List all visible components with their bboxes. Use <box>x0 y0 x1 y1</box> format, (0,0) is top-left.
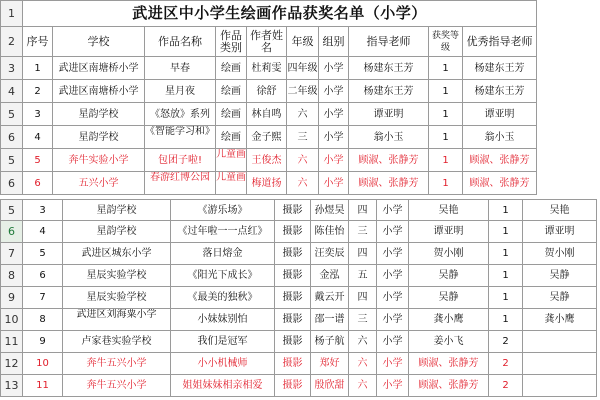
cell[interactable]: 星辰实验学校 <box>63 287 171 309</box>
cell[interactable]: 姐姐妹妹相亲相爱 <box>171 375 275 397</box>
bottom-sheet-fragment <box>0 199 600 400</box>
cell[interactable]: 3 <box>23 103 53 126</box>
cell[interactable]: 徐舒 <box>247 80 287 103</box>
row-header[interactable]: 4 <box>1 80 23 103</box>
row-header[interactable]: 6 <box>1 126 23 149</box>
cell[interactable]: 儿童画 <box>216 172 247 195</box>
row-header[interactable]: 10 <box>1 309 23 331</box>
cell[interactable]: 10 <box>23 353 63 375</box>
cell[interactable]: 8 <box>23 309 63 331</box>
table-row <box>1 331 597 353</box>
title-row <box>1 1 537 27</box>
cell[interactable]: 龚小鹰 <box>409 309 489 331</box>
cell[interactable]: 杨建东王芳 <box>463 57 537 80</box>
cell[interactable]: 1 <box>429 149 463 172</box>
cell[interactable]: 11 <box>23 375 63 397</box>
cell[interactable]: 《怒放》系列 <box>145 103 216 126</box>
cell[interactable] <box>523 375 597 397</box>
header-cell[interactable]: 作品类别 <box>216 27 247 57</box>
cell[interactable]: 四 <box>349 200 377 221</box>
cell[interactable]: 1 <box>429 103 463 126</box>
table-row <box>1 103 537 126</box>
table-row <box>1 221 597 243</box>
row-header[interactable]: 5 <box>1 200 23 221</box>
cell[interactable]: 摄影 <box>275 331 311 353</box>
cell[interactable]: 小学 <box>319 126 349 149</box>
cell[interactable]: 《最美的独秋》 <box>171 287 275 309</box>
cell[interactable]: 小妹妹别怕 <box>171 309 275 331</box>
cell[interactable]: 谭亚明 <box>409 221 489 243</box>
cell[interactable]: 2 <box>489 353 523 375</box>
cell[interactable]: 奔牛五兴小学 <box>63 375 171 397</box>
cell[interactable]: 1 <box>429 80 463 103</box>
cell[interactable]: 奔牛五兴小学 <box>63 353 171 375</box>
cell[interactable]: 吴静 <box>523 265 597 287</box>
row-header[interactable]: 13 <box>1 375 23 397</box>
cell[interactable]: 星韵学校 <box>63 221 171 243</box>
row-header[interactable]: 2 <box>1 27 23 57</box>
row-header[interactable]: 7 <box>1 243 23 265</box>
award-table-top <box>0 0 537 195</box>
cell[interactable]: 小学 <box>319 80 349 103</box>
cell[interactable]: 4 <box>23 126 53 149</box>
cell[interactable]: 顾淑、张静芳 <box>409 375 489 397</box>
cell[interactable]: 翁小玉 <box>463 126 537 149</box>
cell[interactable]: 汪奕辰 <box>311 243 349 265</box>
row-header[interactable]: 9 <box>1 287 23 309</box>
cell[interactable]: 2 <box>489 375 523 397</box>
cell[interactable]: 谭亚明 <box>463 103 537 126</box>
cell[interactable]: 梅道扬 <box>247 172 287 195</box>
header-row <box>1 27 537 57</box>
cell[interactable]: 1 <box>489 265 523 287</box>
cell[interactable]: 小学 <box>319 103 349 126</box>
cell[interactable]: 武进区南塘桥小学 <box>53 80 145 103</box>
cell[interactable]: 六 <box>287 103 319 126</box>
cell[interactable]: 杨建东王芳 <box>349 80 429 103</box>
cell[interactable]: 摄影 <box>275 353 311 375</box>
cell[interactable]: 1 <box>489 287 523 309</box>
sheet-title[interactable]: 武进区中小学生绘画作品获奖名单（小学） <box>23 1 537 27</box>
row-header-selected[interactable]: 6 <box>1 221 23 243</box>
cell[interactable]: 杨建东王芳 <box>349 57 429 80</box>
cell[interactable]: 2 <box>23 80 53 103</box>
table-row <box>1 265 597 287</box>
row-header[interactable]: 8 <box>1 265 23 287</box>
cell[interactable]: 金子熙 <box>247 126 287 149</box>
table-row <box>1 200 597 221</box>
cell[interactable]: 小小机械师 <box>171 353 275 375</box>
cell[interactable]: 六 <box>287 149 319 172</box>
cell[interactable]: 摄影 <box>275 287 311 309</box>
cell[interactable]: 早春 <box>145 57 216 80</box>
cell[interactable]: 我们是冠军 <box>171 331 275 353</box>
cell[interactable]: 陈佳怡 <box>311 221 349 243</box>
cell[interactable]: 星辰实验学校 <box>63 265 171 287</box>
cell[interactable]: 2 <box>489 331 523 353</box>
cell[interactable]: 星月夜 <box>145 80 216 103</box>
cell[interactable]: 谭亚明 <box>523 221 597 243</box>
cell[interactable] <box>523 353 597 375</box>
row-header[interactable]: 12 <box>1 353 23 375</box>
cell[interactable]: 林自鸣 <box>247 103 287 126</box>
cell[interactable]: 落日熔金 <box>171 243 275 265</box>
cell[interactable]: 小学 <box>319 172 349 195</box>
table-row <box>1 309 597 331</box>
award-table-bottom <box>0 199 597 397</box>
cell[interactable]: 六 <box>349 331 377 353</box>
cell[interactable]: 顾淑、张静芳 <box>349 172 429 195</box>
cell[interactable]: 摄影 <box>275 200 311 221</box>
cell[interactable]: 包团子啦! <box>145 149 216 172</box>
cell[interactable]: 小学 <box>377 265 409 287</box>
cell[interactable]: 杨建东王芳 <box>463 80 537 103</box>
cell[interactable]: 绘画 <box>216 57 247 80</box>
cell[interactable]: 1 <box>489 243 523 265</box>
table-row <box>1 375 597 397</box>
table-row <box>1 149 537 172</box>
cell[interactable]: 二年级 <box>287 80 319 103</box>
cell[interactable]: 顾淑、张静芳 <box>463 149 537 172</box>
cell[interactable]: 《智能学习和》 <box>145 126 216 149</box>
cell[interactable]: 春游红博公园 <box>145 172 216 195</box>
table-row <box>1 353 597 375</box>
cell[interactable]: 绘画 <box>216 126 247 149</box>
cell[interactable]: 殷欣甜 <box>311 375 349 397</box>
cell[interactable]: 龚小鹰 <box>523 309 597 331</box>
cell[interactable]: 三 <box>349 309 377 331</box>
cell[interactable]: 姜小飞 <box>409 331 489 353</box>
cell[interactable]: 1 <box>489 200 523 221</box>
cell[interactable]: 孙煜昊 <box>311 200 349 221</box>
cell[interactable]: 6 <box>23 172 53 195</box>
row-header[interactable]: 6 <box>1 172 23 195</box>
cell[interactable]: 摄影 <box>275 265 311 287</box>
cell[interactable]: 杜莉雯 <box>247 57 287 80</box>
cell[interactable]: 贺小刚 <box>409 243 489 265</box>
cell[interactable]: 卢家巷实验学校 <box>63 331 171 353</box>
cell[interactable]: 1 <box>429 57 463 80</box>
table-row <box>1 80 537 103</box>
cell[interactable]: 顾淑、张静芳 <box>409 353 489 375</box>
cell[interactable]: 杨子航 <box>311 331 349 353</box>
cell[interactable]: 1 <box>489 221 523 243</box>
cell[interactable]: 五 <box>349 265 377 287</box>
cell[interactable]: 小学 <box>377 200 409 221</box>
cell[interactable]: 吴艳 <box>409 200 489 221</box>
cell[interactable]: 小学 <box>319 149 349 172</box>
cell[interactable]: 王俊杰 <box>247 149 287 172</box>
cell[interactable]: 小学 <box>377 243 409 265</box>
cell[interactable]: 吴艳 <box>523 200 597 221</box>
cell[interactable]: 四年级 <box>287 57 319 80</box>
cell[interactable]: 贺小刚 <box>523 243 597 265</box>
cell[interactable]: 5 <box>23 243 63 265</box>
cell[interactable]: 武进区南塘桥小学 <box>53 57 145 80</box>
cell[interactable]: 1 <box>429 126 463 149</box>
row-header[interactable]: 5 <box>1 149 23 172</box>
cell[interactable]: 小学 <box>377 287 409 309</box>
cell[interactable]: 五兴小学 <box>53 172 145 195</box>
cell[interactable]: 摄影 <box>275 221 311 243</box>
cell[interactable]: 摄影 <box>275 243 311 265</box>
cell[interactable]: 六 <box>287 172 319 195</box>
cell[interactable]: 三 <box>287 126 319 149</box>
header-cell[interactable]: 获奖等级 <box>429 27 463 57</box>
cell[interactable]: 《过年啦一一点红》 <box>171 221 275 243</box>
cell[interactable]: 吴静 <box>409 287 489 309</box>
cell[interactable]: 小学 <box>319 57 349 80</box>
table-row <box>1 172 537 195</box>
cell[interactable]: 四 <box>349 287 377 309</box>
row-header[interactable]: 11 <box>1 331 23 353</box>
cell[interactable]: 1 <box>23 57 53 80</box>
cell[interactable]: 翁小玉 <box>349 126 429 149</box>
header-cell[interactable]: 年级 <box>287 27 319 57</box>
cell[interactable]: 绘画 <box>216 80 247 103</box>
header-cell[interactable]: 学校 <box>53 27 145 57</box>
cell[interactable]: 奔牛实验小学 <box>53 149 145 172</box>
cell[interactable]: 儿童画 <box>216 149 247 172</box>
cell[interactable]: 谭亚明 <box>349 103 429 126</box>
cell[interactable]: 9 <box>23 331 63 353</box>
cell[interactable]: 星韵学校 <box>63 200 171 221</box>
cell[interactable]: 绘画 <box>216 103 247 126</box>
cell[interactable]: 邵一谱 <box>311 309 349 331</box>
cell[interactable]: 摄影 <box>275 309 311 331</box>
header-cell[interactable]: 组别 <box>319 27 349 57</box>
cell[interactable]: 吴静 <box>409 265 489 287</box>
cell[interactable]: 小学 <box>377 309 409 331</box>
cell[interactable]: 3 <box>23 200 63 221</box>
cell[interactable]: 1 <box>429 172 463 195</box>
cell[interactable]: 郑好 <box>311 353 349 375</box>
cell[interactable]: 《游乐场》 <box>171 200 275 221</box>
row-header[interactable]: 5 <box>1 103 23 126</box>
top-sheet-fragment <box>0 0 600 195</box>
cell[interactable]: 5 <box>23 149 53 172</box>
cell[interactable]: 星韵学校 <box>53 103 145 126</box>
header-cell[interactable]: 作品名称 <box>145 27 216 57</box>
table-row <box>1 126 537 149</box>
cell[interactable]: 《阳光下成长》 <box>171 265 275 287</box>
cell[interactable]: 6 <box>23 265 63 287</box>
cell[interactable]: 金泓 <box>311 265 349 287</box>
cell[interactable]: 戴云开 <box>311 287 349 309</box>
row-header[interactable]: 1 <box>1 1 23 27</box>
cell[interactable]: 小学 <box>377 375 409 397</box>
cell[interactable]: 小学 <box>377 221 409 243</box>
cell[interactable]: 六 <box>349 353 377 375</box>
table-row <box>1 243 597 265</box>
table-row <box>1 287 597 309</box>
cell[interactable]: 四 <box>349 243 377 265</box>
cell[interactable]: 武进区刘海粟小学 <box>63 309 171 331</box>
cell[interactable]: 武进区城东小学 <box>63 243 171 265</box>
header-cell[interactable]: 序号 <box>23 27 53 57</box>
cell[interactable]: 小学 <box>377 331 409 353</box>
header-cell[interactable]: 作者姓名 <box>247 27 287 57</box>
header-cell[interactable]: 优秀指导老师 <box>463 27 537 57</box>
cell[interactable]: 1 <box>489 309 523 331</box>
cell[interactable]: 顾淑、张静芳 <box>463 172 537 195</box>
cell[interactable]: 小学 <box>377 353 409 375</box>
cell[interactable]: 摄影 <box>275 375 311 397</box>
cell[interactable]: 三 <box>349 221 377 243</box>
cell[interactable]: 星韵学校 <box>53 126 145 149</box>
cell[interactable]: 4 <box>23 221 63 243</box>
cell[interactable]: 顾淑、张静芳 <box>349 149 429 172</box>
cell[interactable]: 吴静 <box>523 287 597 309</box>
header-cell[interactable]: 指导老师 <box>349 27 429 57</box>
cell[interactable]: 7 <box>23 287 63 309</box>
cell[interactable] <box>523 331 597 353</box>
row-header[interactable]: 3 <box>1 57 23 80</box>
table-row <box>1 57 537 80</box>
cell[interactable]: 六 <box>349 375 377 397</box>
